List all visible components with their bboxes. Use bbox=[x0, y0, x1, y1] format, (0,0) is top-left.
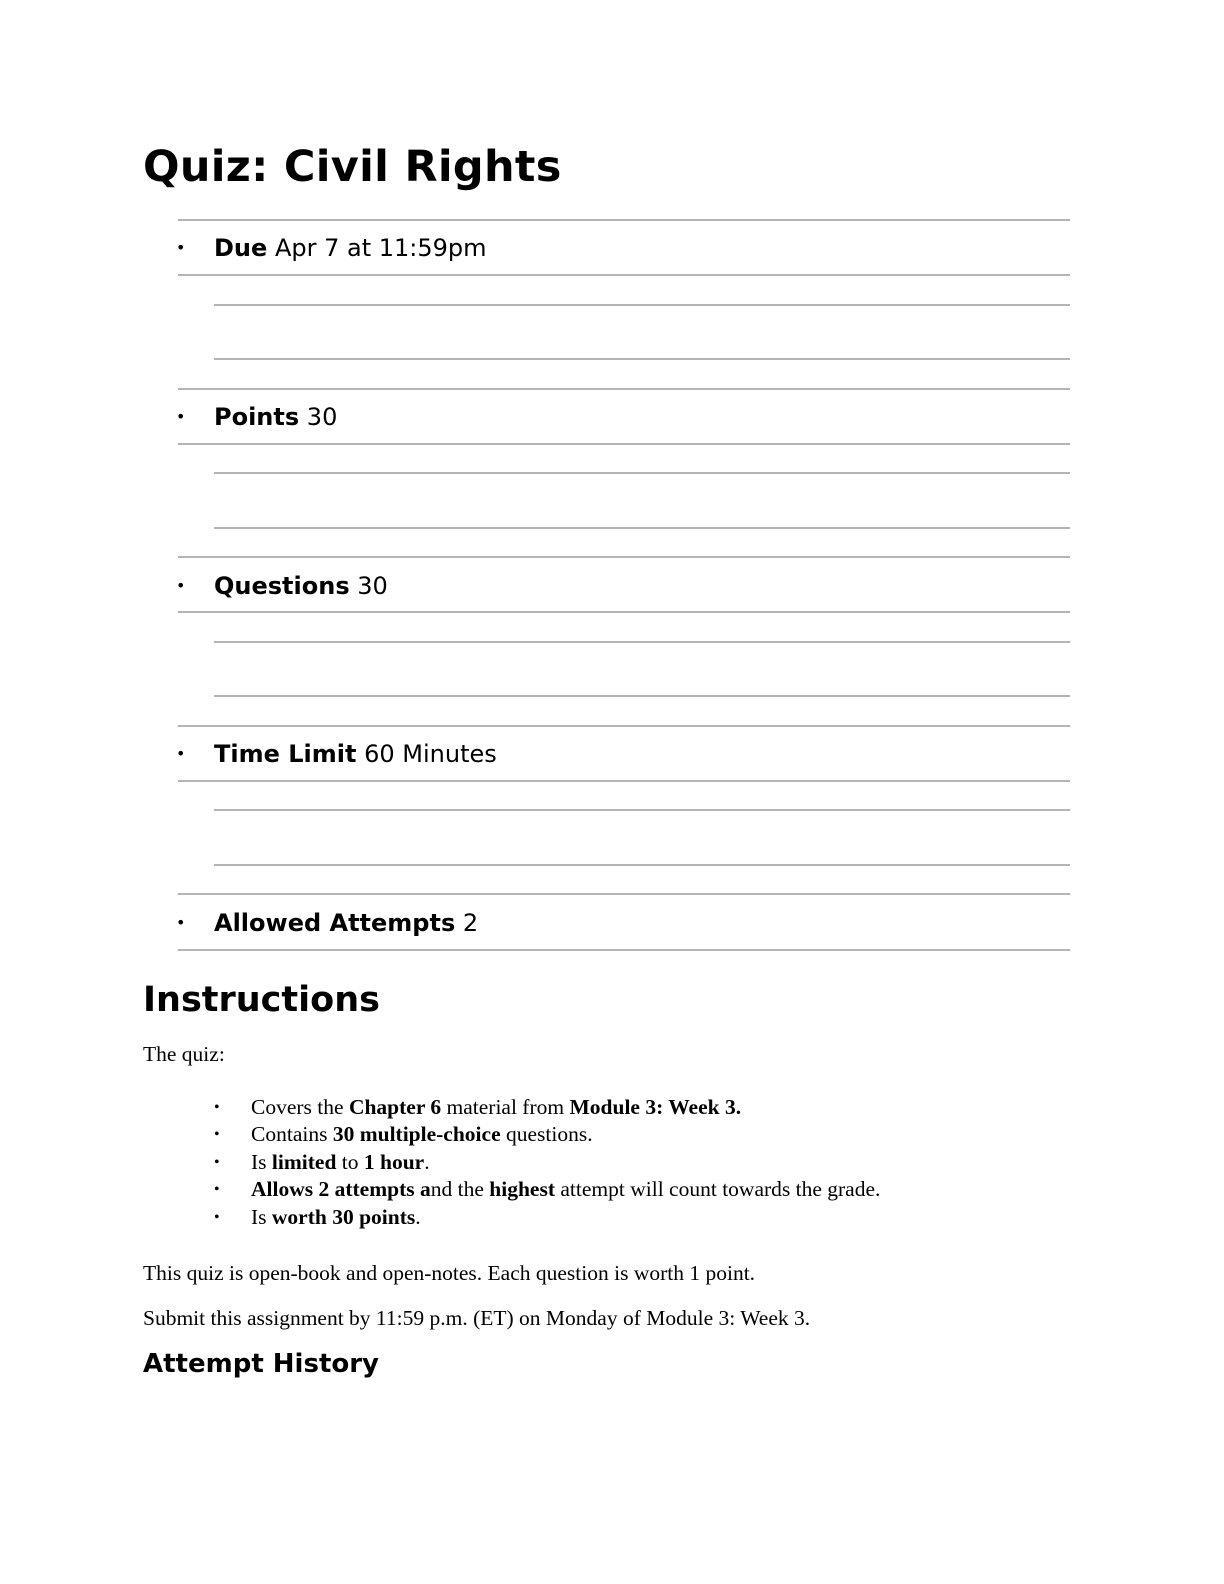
divider bbox=[178, 893, 1070, 895]
item-text: Covers the bbox=[251, 1095, 349, 1119]
item-text: . bbox=[415, 1204, 421, 1229]
bullet-icon: • bbox=[214, 1126, 220, 1144]
divider bbox=[214, 304, 1070, 306]
instructions-paragraph: This quiz is open-book and open-notes. Each question is worth 1 point. bbox=[143, 1261, 756, 1285]
item-text-bold: Module 3: Week 3. bbox=[569, 1095, 742, 1119]
instructions-list bbox=[214, 1094, 880, 1231]
submission-paragraph: Submit this assignment by 11:59 p.m. (ET) on Monday of Module 3: Week 3. bbox=[143, 1306, 811, 1330]
bullet-icon: • bbox=[176, 744, 186, 763]
bullet-icon: • bbox=[214, 1181, 220, 1199]
item-text: nd the bbox=[430, 1177, 490, 1202]
divider bbox=[214, 809, 1070, 811]
meta-item-due bbox=[176, 228, 487, 268]
list-item bbox=[214, 1204, 880, 1231]
bullet-icon: • bbox=[214, 1099, 220, 1116]
item-text-bold: limited bbox=[271, 1149, 337, 1174]
divider bbox=[178, 780, 1070, 782]
divider bbox=[178, 388, 1070, 390]
bullet-icon: • bbox=[214, 1153, 220, 1171]
item-text: to bbox=[336, 1149, 364, 1174]
divider bbox=[178, 443, 1070, 445]
item-text-bold: Allows 2 attempts a bbox=[251, 1177, 431, 1202]
bullet-icon: • bbox=[214, 1208, 220, 1226]
item-text: Is bbox=[251, 1204, 272, 1229]
bullet-icon: • bbox=[176, 576, 186, 595]
meta-item-points bbox=[176, 397, 337, 437]
bullet-icon: • bbox=[176, 913, 186, 932]
divider bbox=[178, 949, 1070, 951]
item-text-bold: 30 multiple-choice bbox=[332, 1122, 501, 1147]
meta-value: 30 bbox=[357, 572, 388, 600]
divider bbox=[214, 695, 1070, 697]
item-text: . bbox=[424, 1149, 430, 1174]
divider bbox=[214, 864, 1070, 866]
item-text: attempt will count towards the grade. bbox=[555, 1177, 881, 1202]
instructions-heading: Instructions bbox=[143, 980, 380, 1020]
page-title: Quiz: Civil Rights bbox=[143, 142, 562, 192]
meta-value: Apr 7 at 11:59pm bbox=[274, 234, 487, 262]
list-item bbox=[214, 1121, 880, 1148]
divider bbox=[178, 611, 1070, 613]
meta-item-allowed-attempts bbox=[176, 903, 478, 943]
instructions-intro: The quiz: bbox=[143, 1042, 225, 1066]
meta-label: Questions bbox=[214, 572, 350, 600]
item-text: Contains bbox=[251, 1122, 333, 1147]
meta-value: 60 Minutes bbox=[364, 740, 497, 768]
item-text-bold: Chapter 6 bbox=[348, 1095, 442, 1119]
meta-label: Time Limit bbox=[214, 740, 357, 768]
item-text: material from bbox=[441, 1095, 570, 1119]
meta-label: Due bbox=[214, 234, 268, 262]
item-text: questions. bbox=[500, 1122, 593, 1147]
meta-value: 2 bbox=[462, 909, 479, 937]
divider bbox=[178, 219, 1070, 221]
list-item bbox=[214, 1094, 880, 1121]
divider bbox=[214, 641, 1070, 643]
bullet-icon: • bbox=[176, 238, 186, 257]
item-text-bold: 1 hour bbox=[363, 1149, 425, 1174]
list-item bbox=[214, 1176, 880, 1203]
list-item bbox=[214, 1149, 880, 1176]
item-text-bold: worth 30 points bbox=[271, 1204, 416, 1229]
bullet-icon: • bbox=[176, 407, 186, 426]
divider bbox=[178, 274, 1070, 276]
meta-label: Allowed Attempts bbox=[214, 909, 456, 937]
divider bbox=[214, 358, 1070, 360]
item-text: Is bbox=[251, 1149, 272, 1174]
meta-item-questions bbox=[176, 566, 388, 606]
meta-value: 30 bbox=[306, 403, 338, 431]
meta-label: Points bbox=[214, 403, 300, 431]
divider bbox=[214, 472, 1070, 474]
divider bbox=[178, 725, 1070, 727]
item-text-bold: highest bbox=[489, 1177, 555, 1202]
attempt-history-heading: Attempt History bbox=[143, 1349, 380, 1379]
divider bbox=[214, 527, 1070, 529]
divider bbox=[178, 556, 1070, 558]
meta-item-time-limit bbox=[176, 734, 497, 774]
